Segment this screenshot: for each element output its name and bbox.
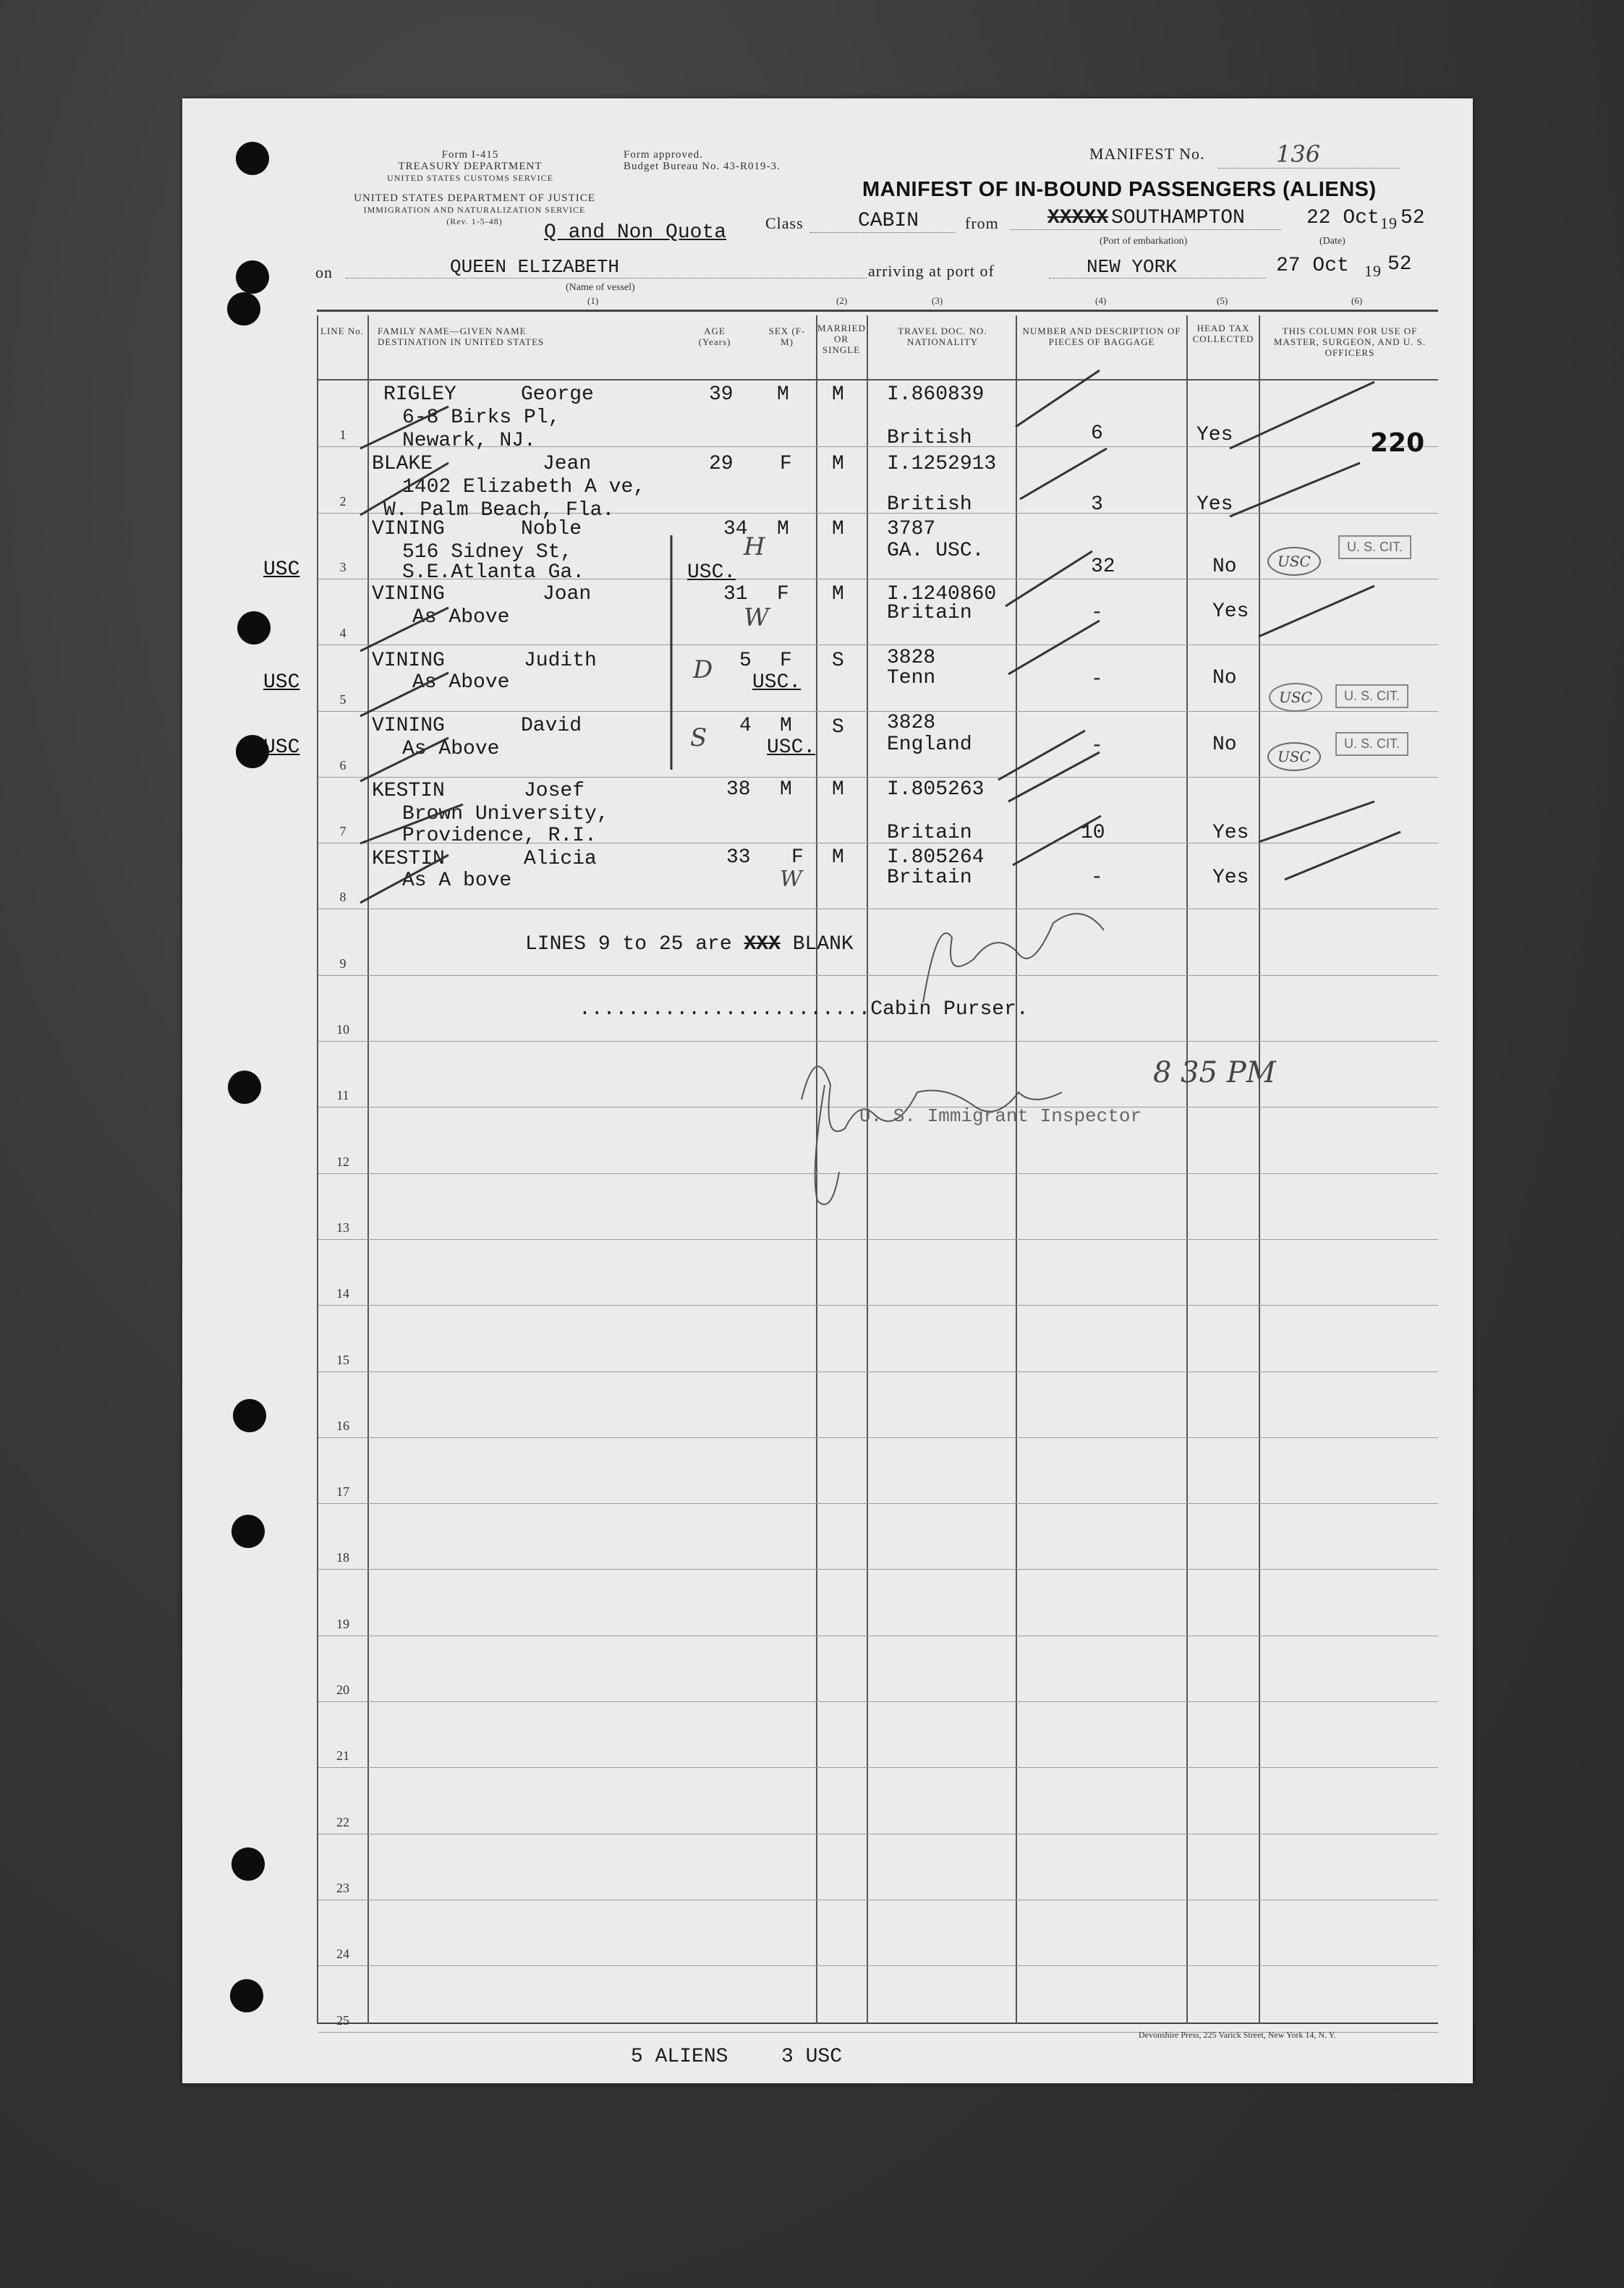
- budget-label: Budget Bureau No. 43-R019-3.: [624, 161, 781, 172]
- passenger-sex: F: [791, 846, 804, 869]
- circled-usc-note: USC: [1267, 547, 1321, 576]
- passenger-age: 34: [723, 518, 748, 540]
- passenger-address: As A bove: [402, 869, 512, 892]
- vessel-caption: (Name of vessel): [566, 282, 635, 293]
- form-number: Form I-415: [441, 149, 499, 161]
- passenger-head-tax: Yes: [1212, 600, 1249, 623]
- handwritten-age-mark: W: [744, 603, 769, 632]
- usc-count: 3 USC: [781, 2046, 843, 2068]
- col-header-baggage: NUMBER AND DESCRIPTION OF PIECES OF BAGGAGE: [1022, 326, 1181, 347]
- line-number: 19: [336, 1616, 349, 1631]
- struck-port: XXXXX: [1047, 207, 1109, 229]
- us-citizen-stamp: U. S. CIT.: [1338, 535, 1411, 559]
- col-num-5: (5): [1217, 295, 1228, 306]
- passenger-address: Brown University,: [402, 803, 609, 825]
- col-num-3: (3): [932, 295, 943, 306]
- justice-label: UNITED STATES DEPARTMENT OF JUSTICE: [354, 192, 595, 204]
- manifest-title: MANIFEST OF IN-BOUND PASSENGERS (ALIENS): [862, 178, 1377, 201]
- col-header-sex: SEX (F-M): [768, 326, 806, 347]
- passenger-doc: I.805263: [887, 778, 985, 801]
- passenger-marital: M: [832, 453, 844, 475]
- line-number: 8: [339, 890, 347, 905]
- passenger-address: 516 Sidney St,: [402, 541, 573, 564]
- passenger-nationality: British: [887, 493, 972, 516]
- handwritten-age-mark: S: [690, 723, 707, 752]
- printer-imprint: Devonshire Press, 225 Varick Street, New York 14, N. Y.: [1139, 2030, 1336, 2040]
- purser-label: Cabin Purser.: [870, 998, 1029, 1021]
- blank-note-prefix: LINES 9 to 25 are: [525, 933, 732, 956]
- us-citizen-stamp: U. S. CIT.: [1335, 684, 1408, 708]
- passenger-address: 6-8 Birks Pl,: [402, 407, 561, 429]
- line-number: 9: [339, 956, 347, 971]
- passenger-nationality: Tenn: [887, 667, 936, 689]
- passenger-given: Alicia: [524, 848, 597, 870]
- departure-year-prefix: 19: [1380, 214, 1398, 232]
- date-caption: (Date): [1319, 236, 1345, 247]
- passenger-sex: M: [780, 715, 792, 737]
- passenger-sex: F: [777, 583, 789, 605]
- passenger-doc: 3828: [887, 712, 936, 734]
- passenger-baggage: -: [1091, 867, 1103, 889]
- on-label: on: [315, 263, 333, 281]
- passenger-given: Joan: [543, 583, 592, 605]
- passenger-given: Judith: [524, 650, 597, 672]
- line-number: 17: [336, 1484, 349, 1500]
- passenger-age: 5: [739, 650, 752, 672]
- line-number: 4: [339, 626, 347, 641]
- col-num-1: (1): [587, 295, 599, 306]
- from-label: from: [965, 214, 999, 232]
- embark-caption: (Port of embarkation): [1100, 236, 1188, 247]
- passenger-head-tax: No: [1212, 667, 1237, 689]
- line-number: 15: [336, 1352, 349, 1367]
- purser-line: [579, 998, 1029, 1021]
- col-header-travel-doc: TRAVEL DOC. NO. NATIONALITY: [898, 326, 987, 347]
- manifest-number-label: MANIFEST No.: [1089, 145, 1205, 163]
- passenger-age: 4: [739, 715, 752, 737]
- passenger-head-tax: Yes: [1212, 867, 1249, 889]
- passenger-doc: I.805264: [887, 846, 985, 869]
- passenger-age: 31: [723, 583, 748, 605]
- arrival-year: 52: [1387, 253, 1412, 276]
- passenger-sex: M: [780, 778, 792, 801]
- passenger-given: Jean: [543, 453, 592, 475]
- arrival-year-prefix: 19: [1364, 262, 1382, 280]
- passenger-surname: KESTIN: [372, 780, 445, 802]
- passenger-marital: S: [832, 716, 844, 739]
- line-number: 18: [336, 1550, 349, 1565]
- line-number: 20: [336, 1683, 349, 1697]
- inspector-signature: [802, 1066, 1062, 1204]
- passenger-baggage: -: [1091, 735, 1103, 757]
- passenger-address: As Above: [402, 738, 500, 760]
- blank-note-suffix: BLANK: [792, 933, 854, 956]
- line-number: 22: [336, 1814, 349, 1829]
- passenger-baggage: 3: [1091, 493, 1103, 516]
- passenger-usc-note: USC.: [687, 561, 736, 584]
- handwritten-age-mark: D: [693, 655, 713, 684]
- passenger-surname: RIGLEY: [383, 383, 456, 406]
- passenger-age: 39: [709, 383, 734, 406]
- passenger-usc-note: USC.: [767, 736, 816, 759]
- blank-note-struck: XXX: [744, 933, 781, 956]
- passenger-sex: M: [777, 383, 789, 406]
- revision-label: (Rev. 1-5-48): [446, 216, 503, 226]
- passenger-address: Providence, R.I.: [402, 825, 597, 847]
- passenger-nationality: GA. USC.: [887, 540, 985, 562]
- handwritten-age-mark: H: [744, 532, 765, 561]
- passenger-address: S.E.Atlanta Ga.: [402, 561, 585, 584]
- customs-label: UNITED STATES CUSTOMS SERVICE: [387, 173, 553, 183]
- margin-usc-note: USC: [263, 558, 300, 581]
- inspector-label: U. S. Immigrant Inspector: [859, 1105, 1142, 1127]
- passenger-nationality: Britain: [887, 602, 972, 624]
- handwritten-count: 220: [1370, 428, 1425, 458]
- passenger-head-tax: Yes: [1196, 424, 1233, 446]
- quota-value: Q and Non Quota: [544, 221, 727, 244]
- arriving-label: arriving at port of: [868, 262, 995, 280]
- blank-lines-note: [525, 933, 854, 956]
- passenger-age: 33: [726, 846, 751, 869]
- passenger-baggage: 10: [1081, 822, 1105, 844]
- passenger-address: As Above: [412, 671, 510, 694]
- passenger-given: Noble: [521, 518, 582, 540]
- passenger-doc: I.1240860: [887, 583, 997, 605]
- passenger-surname: VINING: [372, 518, 445, 540]
- margin-usc-note: USC: [263, 736, 300, 759]
- passenger-nationality: Britain: [887, 822, 972, 844]
- departure-year: 52: [1400, 207, 1425, 229]
- alien-count: 5 ALIENS: [631, 2046, 728, 2068]
- passenger-doc: 3787: [887, 518, 936, 540]
- passenger-marital: M: [832, 518, 844, 540]
- line-number: 14: [336, 1286, 349, 1301]
- line-number: 16: [336, 1418, 349, 1433]
- passenger-doc: 3828: [887, 647, 936, 669]
- passenger-surname: VINING: [372, 650, 445, 672]
- passenger-age: 29: [709, 453, 734, 475]
- passenger-given: David: [521, 715, 582, 737]
- passenger-marital: S: [832, 650, 844, 672]
- line-number: 6: [339, 757, 347, 773]
- manifest-number: 136: [1276, 140, 1321, 168]
- passenger-head-tax: Yes: [1212, 822, 1249, 844]
- passenger-baggage: 6: [1091, 422, 1103, 445]
- passenger-marital: M: [832, 583, 844, 605]
- treasury-label: TREASURY DEPARTMENT: [398, 161, 543, 172]
- line-number: 23: [336, 1880, 349, 1895]
- passenger-usc-note: USC.: [752, 671, 802, 694]
- passenger-baggage: -: [1091, 668, 1103, 691]
- passenger-doc: I.1252913: [887, 453, 997, 475]
- line-number: 21: [336, 1748, 349, 1764]
- line-number: 2: [339, 493, 347, 509]
- passenger-address: W. Palm Beach, Fla.: [383, 499, 615, 522]
- circled-usc-note: USC: [1267, 742, 1321, 771]
- purser-signature: [923, 914, 1104, 1003]
- line-number: 5: [339, 692, 347, 707]
- passenger-baggage: 32: [1091, 556, 1115, 578]
- handwritten-time: 8 35 PM: [1153, 1056, 1276, 1089]
- handwritten-age-mark: W: [780, 867, 802, 892]
- passenger-head-tax: No: [1212, 556, 1237, 578]
- col-header-age: AGE (Years): [698, 326, 731, 347]
- line-number: 12: [336, 1154, 349, 1169]
- departure-date: 22 Oct: [1306, 207, 1379, 229]
- class-label: Class: [765, 214, 804, 232]
- passenger-head-tax: No: [1212, 733, 1237, 756]
- embark-port: SOUTHAMPTON: [1111, 207, 1245, 229]
- col-num-4: (4): [1095, 295, 1107, 306]
- margin-usc-note: USC: [263, 671, 300, 694]
- col-num-6: (6): [1351, 295, 1363, 306]
- passenger-surname: BLAKE: [372, 453, 433, 475]
- arrival-port: NEW YORK: [1087, 256, 1177, 278]
- col-header-line: LINE No.: [320, 326, 364, 336]
- col-num-2: (2): [836, 295, 848, 306]
- ins-label: IMMIGRATION AND NATURALIZATION SERVICE: [363, 205, 586, 215]
- line-number: 24: [336, 1947, 349, 1962]
- passenger-given: George: [521, 383, 594, 406]
- passenger-marital: M: [832, 383, 844, 406]
- line-number: 11: [336, 1088, 349, 1103]
- passenger-sex: F: [780, 650, 792, 672]
- passenger-marital: M: [832, 778, 844, 801]
- class-value: CABIN: [858, 210, 919, 232]
- approved-label: Form approved.: [624, 149, 703, 161]
- col-header-name: FAMILY NAME—GIVEN NAME DESTINATION IN UNITED STATES: [378, 326, 545, 347]
- col-header-officers: THIS COLUMN FOR USE OF MASTER, SURGEON, AND U. S. OFFICERS: [1273, 326, 1427, 358]
- line-number: 13: [336, 1220, 349, 1235]
- vessel-name: QUEEN ELIZABETH: [450, 256, 620, 278]
- col-header-head-tax: HEAD TAX COLLECTED: [1192, 323, 1254, 344]
- passenger-address: 1402 Elizabeth A ve,: [402, 476, 646, 498]
- passenger-given: Josef: [524, 780, 585, 802]
- line-number: 7: [339, 824, 347, 839]
- arrival-date: 27 Oct: [1276, 255, 1349, 277]
- passenger-doc: I.860839: [887, 383, 985, 406]
- passenger-nationality: British: [887, 427, 972, 449]
- passenger-marital: M: [832, 846, 844, 869]
- line-number: 10: [336, 1022, 349, 1037]
- passenger-nationality: England: [887, 733, 972, 756]
- passenger-address: As Above: [412, 606, 510, 629]
- purser-dots: ........................: [579, 998, 871, 1021]
- passenger-address: Newark, NJ.: [402, 430, 536, 452]
- line-number: 25: [336, 2012, 349, 2028]
- passenger-surname: VINING: [372, 715, 445, 737]
- passenger-surname: VINING: [372, 583, 445, 605]
- line-number: 1: [339, 428, 347, 443]
- circled-usc-note: USC: [1269, 683, 1322, 712]
- passenger-head-tax: Yes: [1196, 493, 1233, 516]
- passenger-surname: KESTIN: [372, 848, 445, 870]
- passenger-sex: F: [780, 453, 792, 475]
- passenger-age: 38: [726, 778, 751, 801]
- col-header-married: MARRIED OR SINGLE: [817, 323, 866, 355]
- line-number: 3: [339, 559, 347, 574]
- us-citizen-stamp: U. S. CIT.: [1335, 732, 1408, 756]
- passenger-nationality: Britain: [887, 867, 972, 889]
- passenger-sex: M: [777, 518, 789, 540]
- passenger-baggage: -: [1091, 602, 1103, 624]
